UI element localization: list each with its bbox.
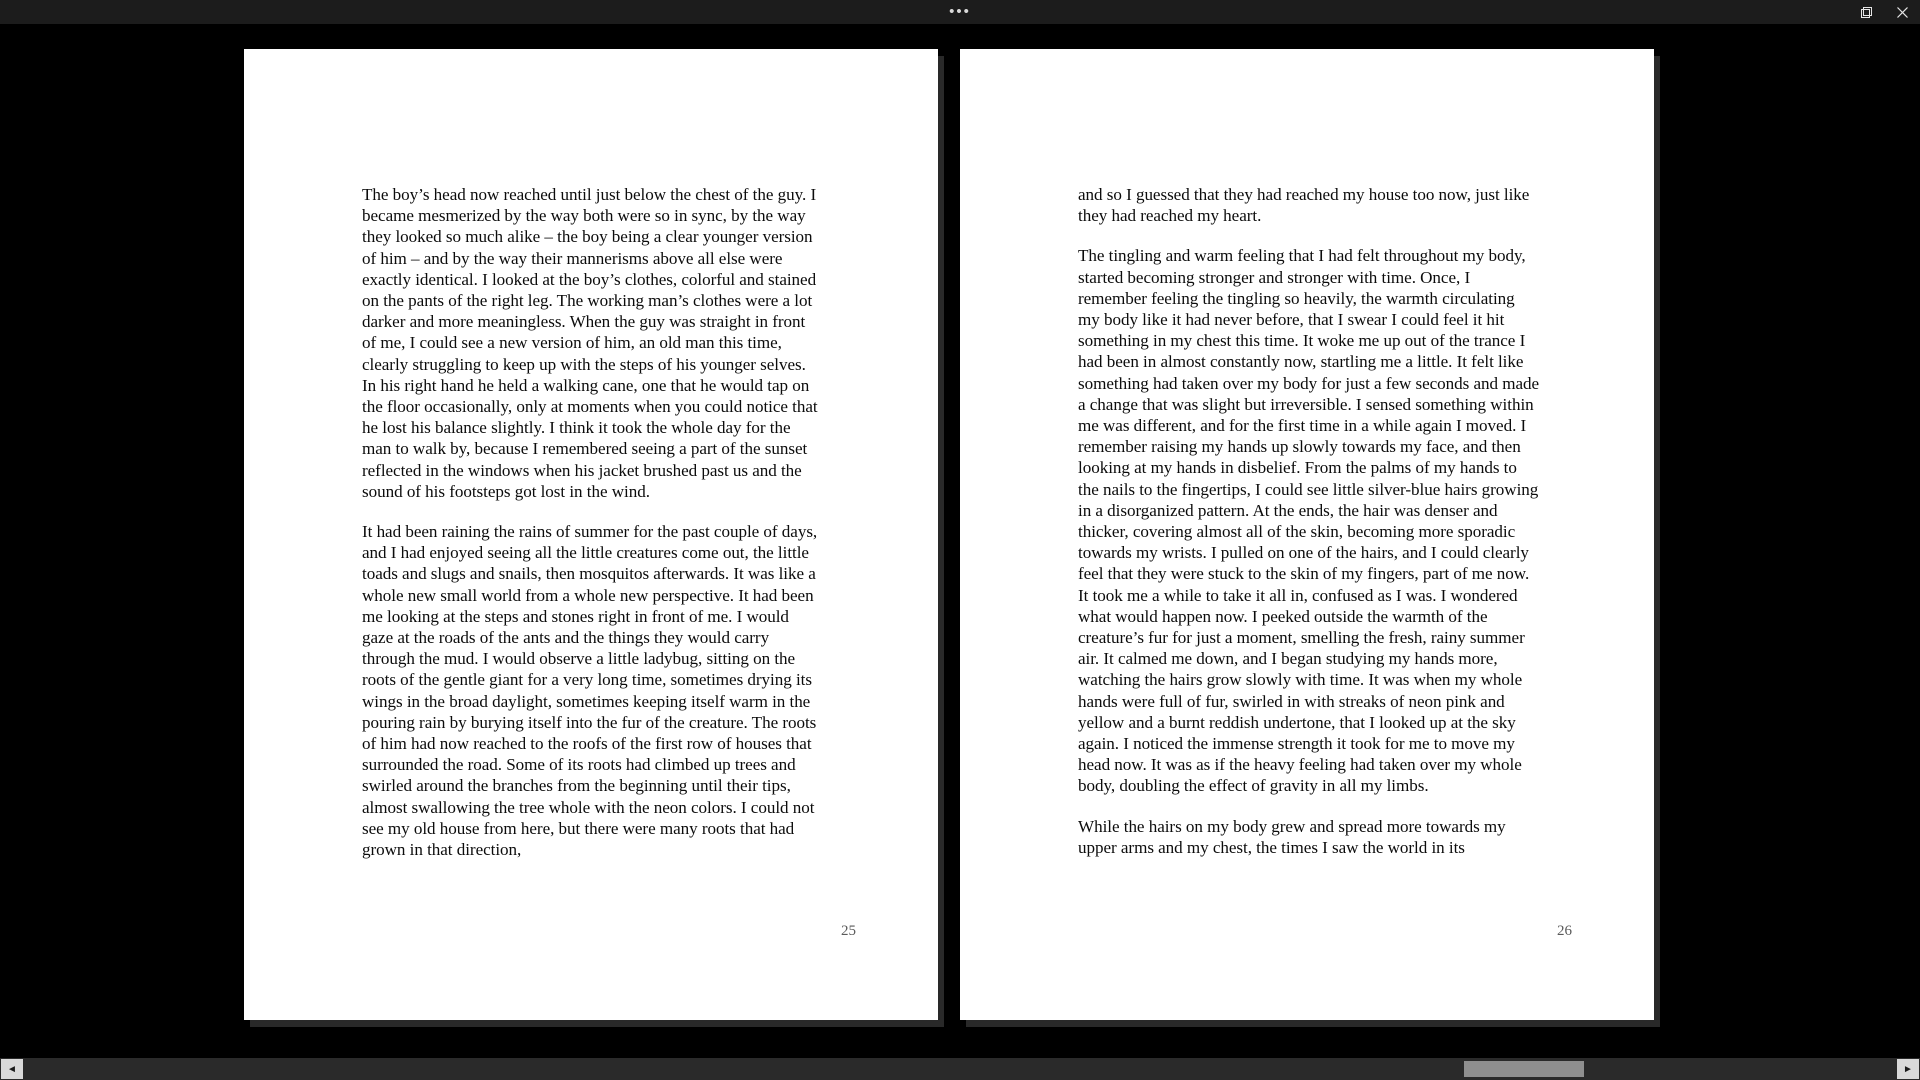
book-page-left xyxy=(244,49,938,1020)
paragraph: and so I guessed that they had reached my house too now, just like they had reached my heart. xyxy=(1078,185,1530,226)
restore-window-button[interactable] xyxy=(1848,0,1884,24)
paragraph: It had been raining the rains of summer for the past couple of days, and I had enjoyed seeing all the little creatures come out, the little toads and slugs and snails, then mosquitos afterwards. It was like a whole new small world from a whole new perspective. It had been me looking at the steps and stones right in front of me. I would gaze at the roads of the ants and the things they would carry through the mud. I would observe a little ladybug, sitting on the roots of the gentle giant for a very long time, sometimes drying its wings in the broad daylight, sometimes keeping itself warm in the pouring rain by burying itself into the fur of the creature. The roots of him had now reached to the roofs of the first row of houses that surrounded the road. Some of its roots had climbed up trees and swirled around the branches from the beginning until their tips, almost swallowing the tree whole with the neon colors. I could not see my old house from here, but there were many roots that had grown in that direction, xyxy=(362,522,818,860)
reader-viewport[interactable] xyxy=(0,24,1920,1050)
window-controls xyxy=(1848,0,1920,24)
paragraph: The boy’s head now reached until just below the chest of the guy. I became mesmerized by the way both were so in sync, by the way they looked so much alike – the boy being a clear younger version of him – and by the way their mannerisms above all else were exactly identical. I looked at the boy’s clothes, colorful and stained on the pants of the right leg. The working man’s clothes were a lot darker and more meaningless. When the guy was straight in front of me, I could see a new version of him, an old man this time, clearly struggling to keep up with the steps of his younger selves. In his right hand he held a walking cane, one that he would tap on the floor occasionally, only at moments when you could notice that he lost his balance slightly. I think it took the whole day for the man to walk by, because I remembered seeing a part of the sunset reflected in the windows when his jacket brushed past us and the sound of his footsteps got lost in the wind. xyxy=(362,185,818,501)
horizontal-scrollbar[interactable] xyxy=(0,1058,1920,1080)
page-number-left: 25 xyxy=(841,923,856,939)
scrollbar-track[interactable] xyxy=(24,1059,1896,1079)
page-text-left xyxy=(362,184,822,860)
scrollbar-thumb[interactable] xyxy=(1464,1061,1584,1077)
close-window-button[interactable] xyxy=(1884,0,1920,24)
paragraph: While the hairs on my body grew and spread more towards my upper arms and my chest, the times I saw the world in its xyxy=(1078,816,1506,857)
page-text-right xyxy=(1078,184,1540,858)
scroll-left-arrow-icon[interactable]: ◄ xyxy=(1,1059,23,1079)
scroll-right-arrow-icon[interactable]: ► xyxy=(1897,1059,1919,1079)
page-number-right: 26 xyxy=(1557,923,1572,939)
book-page-right xyxy=(960,49,1654,1020)
more-options-button[interactable]: ••• xyxy=(949,3,971,20)
paragraph: The tingling and warm feeling that I had felt throughout my body, started becoming stronger and stronger with time. Once, I remember feeling the tingling so heavily, the warmth circulating my body like it had never before, that I swear I could feel it hit something in my chest this time. It woke me up out of the trance I had been in almost constantly now, startling me a little. It felt like something had taken over my body for just a few seconds and made a change that was slight but irreversible. I sensed something within me was different, and for the first time in a while again I moved. I remember raising my hands up slowly towards my face, and then looking at my hands in disbelief. From the palms of my hands to the nails to the fingertips, I could see little silver-blue hairs growing in a disorganized pattern. At the ends, the hair was denser and thicker, covering almost all of the skin, becoming more sporadic towards my wrists. I pulled on one of the hairs, and I could clearly feel that they were stuck to the skin of my fingers, part of me now. It took me a while to take it all in, confused as I was. I wondered what would happen now. I peeked outside the warmth of the creature’s fur for just a moment, smelling the fresh, rainy summer air. It calmed me down, and I began studying my hands more, watching the hairs grow slowly with time. It was when my whole hands were full of fur, swirled in with streaks of neon pink and yellow and a burnt reddish undertone, that I looked up at the sky again. I noticed the immense strength it took for me to move my head now. It was as if the heavy feeling had taken over my whole body, doubling the effect of gravity in all my limbs. xyxy=(1078,246,1540,796)
title-bar xyxy=(0,0,1920,24)
